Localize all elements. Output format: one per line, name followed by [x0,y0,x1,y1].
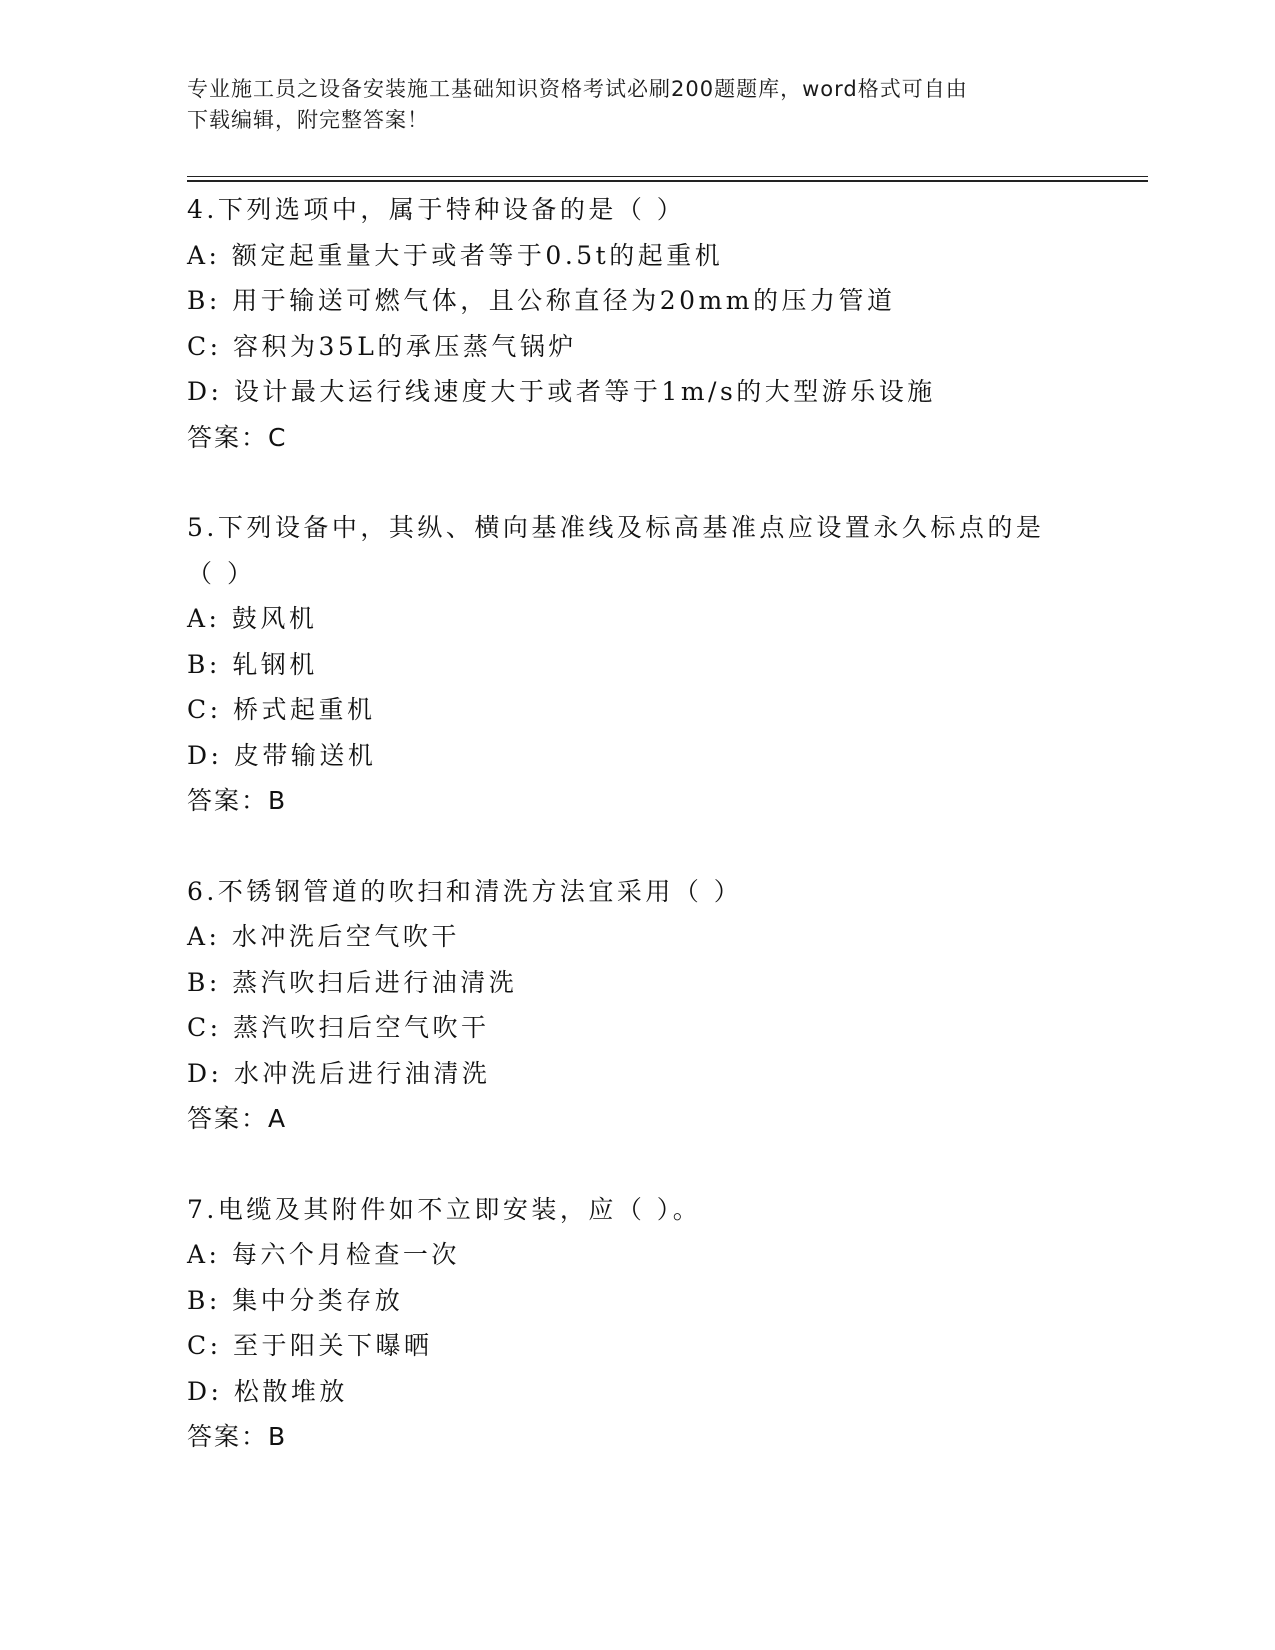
question-stem: 4.下列选项中，属于特种设备的是（ ） [187,195,686,224]
header-line-2: 下载编辑，附完整答案！ [187,108,429,132]
option-c: C: 容积为35L的承压蒸气锅炉 [187,331,577,361]
option-d: D: 水冲洗后进行油清洗 [187,1058,491,1088]
question-7 [187,1187,1087,1460]
question-stem: 5.下列设备中，其纵、横向基准线及标高基准点应设置永久标点的是 [187,513,1045,542]
answer-label: 答案：B [187,786,288,815]
answer-label: 答案：B [187,1422,288,1451]
header-divider-thin [187,176,1148,177]
question-5 [187,505,1087,824]
question-4 [187,187,1087,460]
option-c: C: 至于阳关下曝晒 [187,1331,433,1360]
option-b: B: 集中分类存放 [187,1285,404,1315]
header-divider-thick [187,180,1148,182]
question-stem: 6.不锈钢管道的吹扫和清洗方法宜采用（ ） [187,876,743,906]
option-a: A: 每六个月检查一次 [187,1240,460,1269]
question-6 [187,869,1087,1142]
spacer [187,824,1087,869]
option-a: A: 额定起重量大于或者等于0.5t的起重机 [187,240,724,270]
option-b: B: 轧钢机 [187,649,318,679]
spacer [187,1142,1087,1187]
option-a: A: 鼓风机 [187,604,318,633]
option-b: B: 用于输送可燃气体，且公称直径为20mm的压力管道 [187,286,896,315]
answer-label: 答案：A [187,1104,288,1133]
option-d: D: 松散堆放 [187,1376,348,1406]
option-b: B: 蒸汽吹扫后进行油清洗 [187,967,518,997]
answer-label: 答案：C [187,422,288,452]
document-header [187,74,1087,136]
header-line-1: 专业施工员之设备安装施工基础知识资格考试必刷200题题库，word格式可自由 [187,77,968,101]
option-c: C: 蒸汽吹扫后空气吹干 [187,1013,490,1042]
option-d: D: 皮带输送机 [187,740,377,770]
option-d: D: 设计最大运行线速度大于或者等于1m/s的大型游乐设施 [187,377,936,406]
spacer [187,460,1087,505]
question-list [187,187,1087,1460]
question-stem: 7.电缆及其附件如不立即安装，应（ ）。 [187,1194,702,1224]
option-c: C: 桥式起重机 [187,695,376,724]
option-a: A: 水冲洗后空气吹干 [187,922,460,951]
question-stem-continuation: （ ） [187,558,256,588]
